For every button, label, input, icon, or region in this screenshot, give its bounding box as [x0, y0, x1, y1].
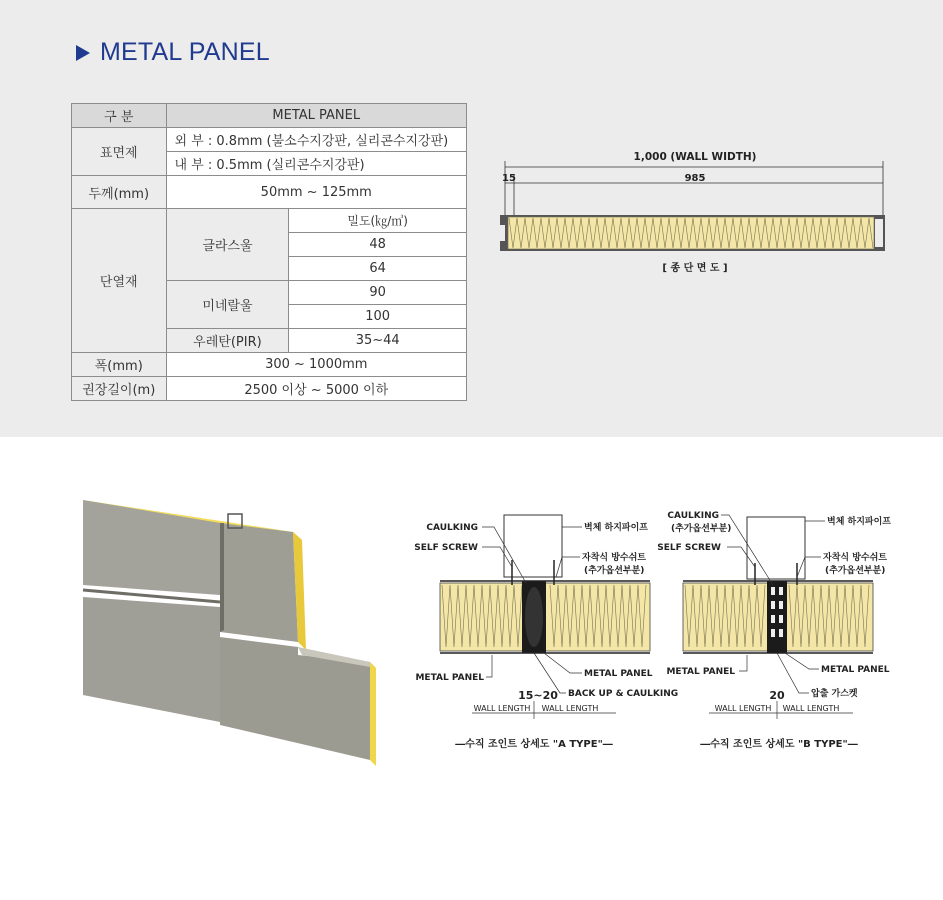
glasswool-value-2: 64 — [289, 257, 467, 281]
category-header: 구 분 — [72, 104, 167, 128]
surface-inner: 내 부 : 0.5mm (실리콘수지강판) — [166, 152, 466, 176]
joint-b-caption: ―수직 조인트 상세도 "B TYPE"― — [700, 739, 858, 750]
section-caption: [ 종 단 면 도 ] — [662, 263, 728, 274]
table-row — [72, 353, 467, 377]
gap-label-a: 15~20 — [518, 689, 558, 702]
thickness-label: 두께(mm) — [72, 176, 167, 209]
section-diagram — [495, 145, 895, 285]
heading-title: METAL PANEL — [100, 38, 270, 66]
caulking-label-a: CAULKING — [426, 523, 478, 533]
sheet-option-label-b: (추가옵션부분) — [825, 566, 886, 576]
glasswool-value-1: 48 — [289, 233, 467, 257]
wall-length-right-a: WALL LENGTH — [541, 704, 599, 713]
metal-panel-right-a: METAL PANEL — [584, 669, 653, 679]
glasswool-label: 글라스울 — [166, 209, 289, 281]
wall-length-left-a: WALL LENGTH — [473, 704, 531, 713]
urethane-value: 35~44 — [289, 329, 467, 353]
metal-panel-left-b: METAL PANEL — [666, 667, 735, 677]
table-row — [72, 128, 467, 152]
metal-panel-left-a: METAL PANEL — [415, 673, 484, 683]
gap-label-b: 20 — [769, 689, 785, 702]
density-header: 밀도(㎏/㎥) — [289, 209, 467, 233]
mineralwool-value-2: 100 — [289, 305, 467, 329]
self-screw-label-b: SELF SCREW — [657, 543, 721, 553]
mineralwool-value-1: 90 — [289, 281, 467, 305]
dim-985-label: 985 — [684, 173, 706, 184]
wall-pipe-label-b: 벽체 하지파이프 — [827, 517, 891, 527]
sheet-option-label-a: (추가옵션부분) — [584, 566, 645, 576]
wall-pipe-label-a: 벽체 하지파이프 — [584, 523, 648, 533]
mineralwool-label: 미네랄울 — [166, 281, 289, 329]
joint-a-diagram — [410, 505, 680, 755]
surface-label: 표면제 — [72, 128, 167, 176]
self-screw-label-a: SELF SCREW — [414, 543, 478, 553]
urethane-label: 우레탄(PIR) — [166, 329, 289, 353]
backup-label-a: BACK UP & CAULKING — [568, 689, 679, 699]
table-header-row — [72, 104, 467, 128]
caulking-option-label-b: (추가옵션부분) — [671, 524, 732, 534]
sheet-label-b: 자착식 방수쉬트 — [823, 553, 887, 563]
spec-table — [71, 103, 467, 401]
length-value: 2500 이상 ~ 5000 이하 — [166, 377, 466, 401]
triangle-bullet-icon — [76, 45, 90, 61]
joint-a-caption: ―수직 조인트 상세도 "A TYPE"― — [455, 739, 613, 750]
table-row — [72, 176, 467, 209]
sheet-label-a: 자착식 방수쉬트 — [582, 553, 646, 563]
panel-3d-illustration — [70, 490, 390, 780]
thickness-value: 50mm ~ 125mm — [166, 176, 466, 209]
width-value: 300 ~ 1000mm — [166, 353, 466, 377]
caulking-label-b: CAULKING — [667, 511, 719, 521]
panel-section — [497, 215, 885, 251]
wall-length-left-b: WALL LENGTH — [714, 704, 772, 713]
table-row — [72, 209, 467, 233]
width-label: 폭(mm) — [72, 353, 167, 377]
surface-outer: 외 부 : 0.8mm (불소수지강판, 실리콘수지강판) — [166, 128, 466, 152]
table-row — [72, 377, 467, 401]
wall-width-label: 1,000 (WALL WIDTH) — [633, 151, 757, 163]
dim-15-label: 15 — [502, 173, 516, 184]
gasket-label-b: 압출 가스켓 — [811, 689, 858, 699]
joint-b-diagram — [657, 505, 935, 755]
section-heading — [76, 38, 270, 67]
insulation-label: 단열재 — [72, 209, 167, 353]
length-label: 권장길이(m) — [72, 377, 167, 401]
product-header: METAL PANEL — [166, 104, 466, 128]
wall-length-right-b: WALL LENGTH — [782, 704, 840, 713]
metal-panel-right-b: METAL PANEL — [821, 665, 890, 675]
